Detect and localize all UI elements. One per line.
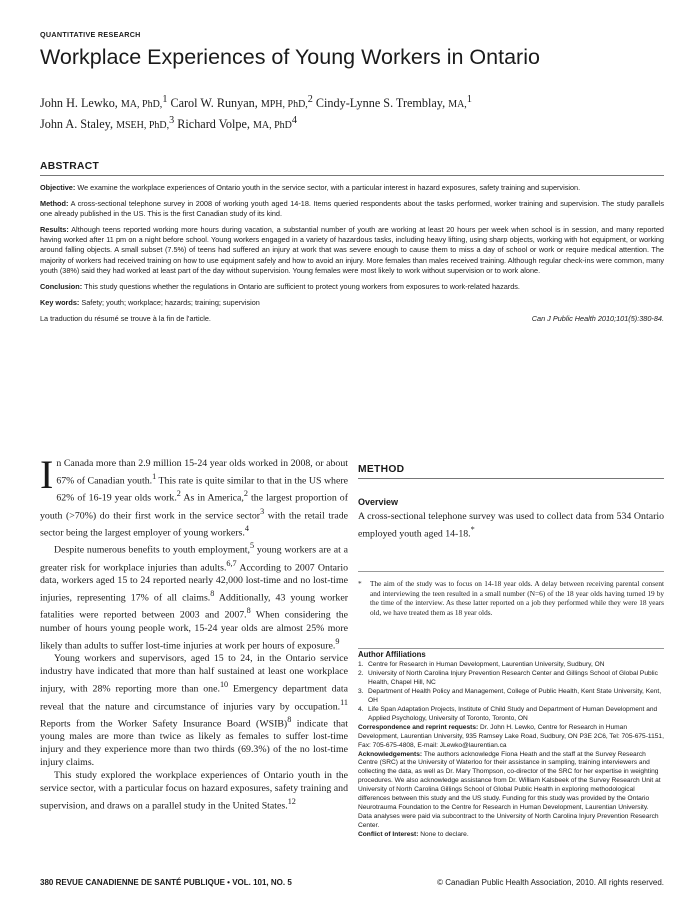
author-degrees: MA, PhD, bbox=[120, 99, 163, 111]
citation-mark: 8 bbox=[210, 589, 215, 599]
affiliation-text: Department of Health Policy and Management, College of Public Health, Kent State University, Kent, OH bbox=[368, 687, 662, 704]
body-text: Young workers and supervisors, aged 15 to 24, in the Ontario service industry have indicated that more than half sustained at least one workplace injury, with 28% reporting more than one. bbox=[40, 653, 348, 695]
body-text: n Canada more than 2.9 million 15-24 year olds worked in 2008, or about 67% of Canadian youth. bbox=[56, 458, 348, 487]
author-degrees: MSEH, PhD, bbox=[116, 120, 170, 132]
author-affiliation-mark: 2 bbox=[307, 94, 313, 105]
body-text: According to 2007 Ontario data, workers aged 15 to 24 reported nearly 42,000 lost-time and no lost-time injuries, representing 17% of all claims. bbox=[40, 561, 348, 604]
body-text: with the retail trade sector being the largest employer of young workers. bbox=[40, 509, 348, 539]
citation-mark: 8 bbox=[246, 606, 251, 616]
overview-heading: Overview bbox=[358, 497, 399, 507]
citation-mark: 6,7 bbox=[226, 558, 237, 568]
footnote-marker: * bbox=[358, 579, 362, 588]
footnote bbox=[358, 579, 664, 617]
body-text: When considering the number of hours young people work, 15-24 year olds are almost 25% more likely than adults to suffer lost-time injuries at work per hours of exposure. bbox=[40, 609, 348, 652]
citation-mark: 8 bbox=[287, 714, 292, 724]
affiliation-text: Life Span Adaptation Projects, Institute of Child Study and Department of Human Development and Applied Psychology, University of Toronto, Toronto, ON bbox=[368, 705, 658, 722]
method-paragraph bbox=[358, 510, 664, 541]
citation-mark: 10 bbox=[219, 680, 229, 690]
author-name: Carol W. Runyan, bbox=[170, 96, 258, 111]
acknowledgements-text: The authors acknowledge Fiona Heath and the staff at the Survey Research Centre (SRC) at the University of Waterloo for their assistance in sampling, training interviewers and collecting the data, as well as Dr. Mary Thompson, co-director of the SRC for her expertise in weighting procedures. We also acknowledge assistance from Dr. William Kalsbeek of the Survey Research Unit at University of North Carolina Gillings School of Global Public Health in exploring methodological differences between this study and the US study. Funding for this study was provided by the Ontario Neurotrauma Foundation to the Centre for Research in Human Development, Laurentian University. Data analyses were paid via subcontract to the University of North Carolina Injury Prevention Research Center. bbox=[358, 750, 661, 830]
affiliation-item bbox=[358, 670, 664, 688]
abstract-keywords bbox=[40, 298, 664, 308]
conflict-of-interest-text: None to declare. bbox=[420, 831, 469, 839]
affiliations-heading: Author Affiliations bbox=[358, 650, 426, 659]
objective-text: We examine the workplace experiences of Ontario youth in the service sector, with a particular interest in hazard exposures, safety training and supervision. bbox=[77, 183, 581, 192]
body-text: This rate is quite similar to that in the US where 62% of 16-19 year olds work. bbox=[56, 475, 348, 504]
footnote-rule bbox=[358, 571, 664, 572]
body-text: As in America, bbox=[180, 492, 244, 504]
affiliations-block bbox=[358, 661, 664, 840]
footnote-mark: * bbox=[470, 525, 475, 535]
copyright-notice: © Canadian Public Health Association, 2010. All rights reserved. bbox=[437, 878, 664, 887]
abstract-objective bbox=[40, 183, 664, 193]
author-list bbox=[40, 92, 680, 134]
author-affiliation-mark: 1 bbox=[466, 94, 472, 105]
abstract-heading: ABSTRACT bbox=[40, 161, 100, 172]
affiliations-rule bbox=[358, 648, 664, 649]
keywords-label: Key words: bbox=[40, 297, 80, 307]
method-label: Method: bbox=[40, 199, 69, 209]
affiliation-item bbox=[358, 706, 664, 724]
citation-mark: 1 bbox=[152, 472, 157, 482]
acknowledgements bbox=[358, 751, 664, 832]
affiliation-number: 4. bbox=[358, 705, 364, 713]
section-kicker: QUANTITATIVE RESEARCH bbox=[40, 30, 141, 39]
body-text: This study explored the workplace experiences of Ontario youth in the service sector, with a particular focus on hazard exposures, safety training and supervision, and draws on a parallel study in the United States. bbox=[40, 770, 348, 812]
author-affiliation-mark: 4 bbox=[291, 115, 297, 127]
affiliation-number: 1. bbox=[358, 661, 364, 668]
body-text: Emergency department data reveal that the nature and circumstance of injuries vary by occupation. bbox=[40, 683, 349, 712]
affiliation-item bbox=[358, 688, 664, 706]
body-text: Additionally, 43 young worker fatalities were reported between 2003 and 2007. bbox=[40, 592, 349, 621]
abstract-results bbox=[40, 225, 664, 275]
body-text: the largest proportion of youth (>70%) do their first work in the service sector bbox=[40, 492, 348, 521]
results-label: Results: bbox=[40, 225, 69, 235]
abstract-method bbox=[40, 199, 664, 219]
conflict-of-interest-label: Conflict of Interest: bbox=[358, 831, 419, 839]
body-text: indicate that young males are more than twice as likely as females to suffer lost-time injury and they experience more than two thirds (69.3%) of the no lost-time injury claims. bbox=[40, 718, 349, 769]
affiliation-text: Centre for Research in Human Development, Laurentian University, Sudbury, ON bbox=[368, 661, 605, 668]
citation-mark: 4 bbox=[244, 524, 249, 534]
author-name: Richard Volpe, bbox=[177, 117, 250, 132]
conclusion-label: Conclusion: bbox=[40, 281, 83, 291]
correspondence-text: Dr. John H. Lewko, Centre for Research in Human Development, Laurentian University, 935 Ramsey Lake Road, Sudbury, ON P3E 2C6, Tel: 705-675-1151, Fax: 705-675-4808, E-mail: JLewko@laurentian.ca bbox=[358, 723, 664, 749]
citation-mark: 11 bbox=[340, 697, 348, 707]
acknowledgements-label: Acknowledgements: bbox=[358, 750, 423, 758]
method-text: A cross-sectional telephone survey in 2008 of working youth aged 14-18. Items queried respondents about the tasks performed, worker training and supervision. The study parallels one already published in the US. This is the first Canadian study of its kind. bbox=[40, 199, 665, 219]
body-paragraph bbox=[40, 452, 348, 539]
correspondence-label: Correspondence and reprint requests: bbox=[358, 723, 479, 731]
drop-cap: I bbox=[40, 452, 54, 497]
results-text: Although teens reported working more hours during vacation, a substantial number of youth are working at least 20 hours per week when school is in session, and many reported having worked after 11 pm on a night before school. Young workers engaged in a variety of hazardous tasks, including heavy lifting, using sharp objects, working with hot equipment, or working around falling objects. A small subset (7.5%) of teens had suffered an injury at work that was severe enough to cause them to miss a day of school or work or require medical attention. The majority of workers had received training on how to use equipment safely and how to avoid an injury. More females than males received training. Although regular check-ins were common, many youth (38%) said they had worked at least part of the day without supervision. Young females were most likely to work without supervision or to work alone. bbox=[40, 225, 664, 275]
body-text: Reports from the Worker Safety Insurance Board (WSIB) bbox=[40, 718, 288, 730]
body-text: young workers are at a greater risk for workplace injuries than adults. bbox=[40, 544, 348, 573]
intro-column bbox=[40, 452, 349, 813]
correspondence bbox=[358, 724, 664, 751]
affiliation-number: 3. bbox=[358, 687, 364, 695]
author-name: Cindy-Lynne S. Tremblay, bbox=[315, 96, 446, 111]
article-title: Workplace Experiences of Young Workers in Ontario bbox=[40, 45, 540, 69]
body-paragraph bbox=[40, 652, 348, 769]
abstract-rule bbox=[40, 175, 664, 176]
objective-label: Objective: bbox=[40, 183, 76, 192]
affiliation-text: University of North Carolina Injury Prevention Research Center and Gillings School of Global Public Health, Chapel Hill, NC bbox=[368, 669, 658, 686]
author-degrees: MPH, PhD, bbox=[260, 99, 308, 111]
citation-mark: 2 bbox=[243, 489, 248, 499]
page-footer-left bbox=[40, 878, 292, 887]
translation-note: La traduction du résumé se trouve à la fin de l'article. bbox=[40, 313, 211, 323]
journal-citation: Can J Public Health 2010;101(5):380-84. bbox=[531, 313, 664, 323]
method-rule bbox=[358, 478, 664, 479]
abstract-body bbox=[40, 183, 664, 324]
author-name: John H. Lewko, bbox=[40, 96, 118, 111]
author-degrees: MA, PhD bbox=[252, 120, 292, 132]
abstract-conclusion bbox=[40, 282, 664, 292]
body-text: A cross-sectional telephone survey was used to collect data from 534 Ontario employed youth aged 14-18. bbox=[358, 511, 664, 540]
journal-running-title: REVUE CANADIENNE DE SANTÉ PUBLIQUE • VOL. 101, NO. 5 bbox=[55, 878, 292, 887]
page-number: 380 bbox=[40, 878, 54, 887]
conflict-of-interest bbox=[358, 831, 664, 840]
method-heading: METHOD bbox=[358, 464, 405, 475]
author-affiliation-mark: 1 bbox=[162, 94, 168, 105]
author-affiliation-mark: 3 bbox=[169, 115, 175, 127]
citation-mark: 9 bbox=[335, 636, 340, 646]
keywords-text: Safety; youth; workplace; hazards; training; supervision bbox=[81, 297, 260, 307]
body-paragraph bbox=[40, 539, 348, 652]
body-text: Despite numerous benefits to youth employment, bbox=[54, 544, 250, 556]
citation-mark: 12 bbox=[287, 797, 296, 807]
citation-mark: 3 bbox=[260, 506, 265, 516]
body-paragraph bbox=[40, 769, 348, 812]
citation-mark: 5 bbox=[249, 541, 255, 551]
citation-mark: 2 bbox=[176, 489, 181, 499]
conclusion-text: This study questions whether the regulations in Ontario are sufficient to protect young workers from exposures to work-related hazards. bbox=[84, 281, 520, 291]
abstract-footer bbox=[40, 314, 664, 324]
affiliation-number: 2. bbox=[358, 669, 364, 677]
author-degrees: MA, bbox=[448, 99, 467, 111]
footnote-text: The aim of the study was to focus on 14-18 year olds. A delay between receiving parental consent and interviewing the teen resulted in a small number (N=6) of the 18 year olds having turned 19 by the time of the interview. As these latter reported on a job they performed while they were 18 years old, we have treated them as 18 year olds. bbox=[370, 579, 664, 617]
affiliation-item bbox=[358, 661, 664, 670]
author-name: John A. Staley, bbox=[40, 117, 114, 132]
